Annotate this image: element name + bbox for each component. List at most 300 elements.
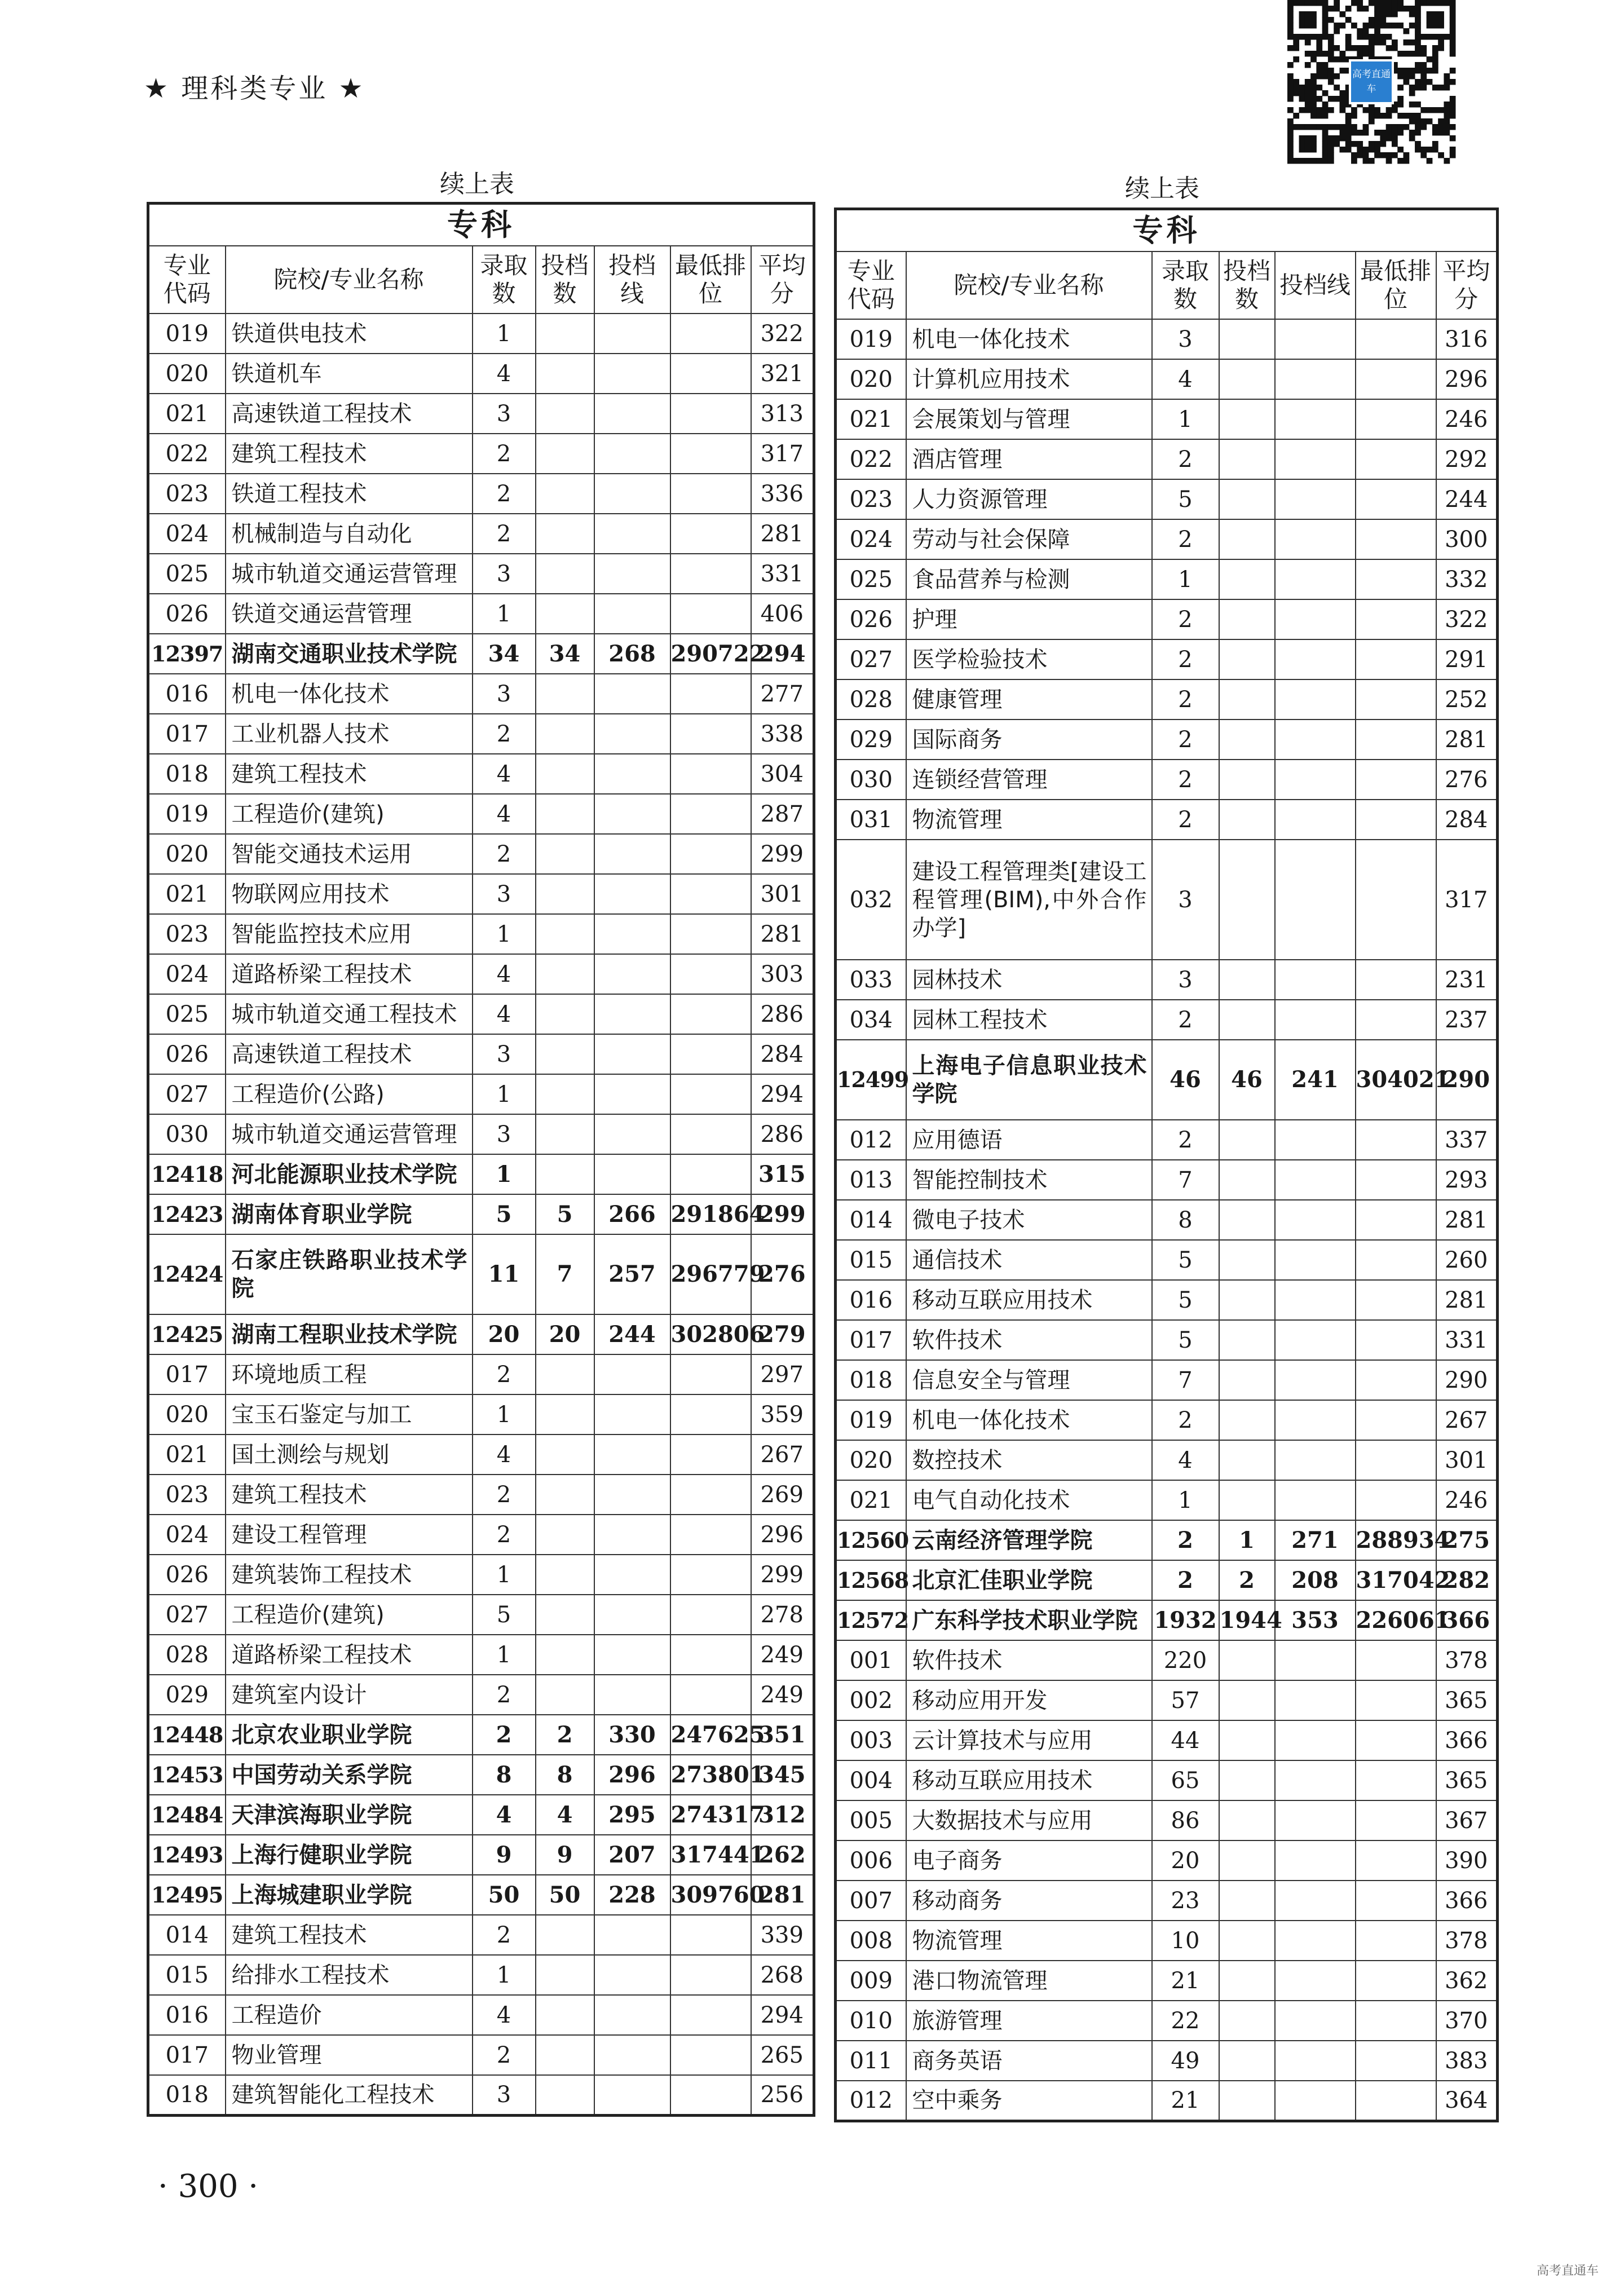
cell-name: 智能控制技术: [906, 1160, 1152, 1200]
major-row: [836, 840, 1498, 960]
cell-name: 石家庄铁路职业技术学院: [226, 1234, 473, 1314]
cell-cutoff: [1275, 800, 1356, 840]
cell-name: 建筑工程技术: [226, 434, 473, 474]
cell-name: 移动互联应用技术: [906, 1280, 1152, 1320]
cell-min-rank: 309760: [670, 1875, 751, 1915]
qr-module: [1351, 152, 1357, 158]
cell-filed: [536, 714, 594, 754]
qr-module: [1444, 85, 1450, 91]
cell-filed: 46: [1219, 1040, 1275, 1120]
cell-filed: [536, 754, 594, 794]
qr-module: [1316, 158, 1322, 164]
cell-avg-score: 281: [1436, 720, 1498, 760]
cell-filed: 7: [536, 1234, 594, 1314]
cell-code: 12560: [836, 1520, 906, 1560]
qr-module: [1386, 158, 1392, 164]
qr-module: [1328, 51, 1334, 57]
cell-admitted: 2: [1152, 1520, 1219, 1560]
qr-module: [1305, 62, 1311, 68]
qr-module: [1409, 39, 1415, 46]
qr-module: [1299, 158, 1305, 164]
qr-module: [1293, 85, 1299, 91]
cell-admitted: 220: [1152, 1640, 1219, 1680]
qr-module: [1322, 101, 1329, 108]
cell-admitted: 2: [473, 1675, 536, 1715]
cell-avg-score: 237: [1436, 1000, 1498, 1040]
school-row: [148, 1715, 814, 1755]
qr-module: [1357, 152, 1363, 158]
qr-module: [1363, 107, 1369, 113]
qr-module: [1404, 113, 1410, 119]
cell-name: 空中乘务: [906, 2081, 1152, 2121]
qr-module: [1299, 124, 1305, 130]
cell-admitted: 1: [1152, 559, 1219, 599]
cell-name: 河北能源职业技术学院: [226, 1154, 473, 1194]
cell-code: 029: [148, 1675, 226, 1715]
qr-module: [1334, 96, 1340, 102]
cell-admitted: 2: [473, 2035, 536, 2075]
cell-admitted: 2: [1152, 439, 1219, 479]
cell-min-rank: [1356, 319, 1436, 359]
cell-name: 物业管理: [226, 2035, 473, 2075]
cell-min-rank: [1356, 1320, 1436, 1360]
qr-module: [1339, 90, 1345, 96]
cell-min-rank: 247625: [670, 1715, 751, 1755]
cell-avg-score: 284: [751, 1034, 814, 1074]
qr-module: [1369, 147, 1375, 153]
cell-cutoff: [1275, 1881, 1356, 1921]
qr-module: [1392, 152, 1398, 158]
cell-filed: [1219, 1360, 1275, 1400]
major-row: [836, 1360, 1498, 1400]
cell-cutoff: 241: [1275, 1040, 1356, 1120]
qr-module: [1386, 23, 1392, 29]
cell-code: 12425: [148, 1314, 226, 1354]
qr-module: [1287, 141, 1294, 147]
major-row: [148, 2035, 814, 2075]
cell-avg-score: 321: [751, 354, 814, 394]
major-row: [836, 1160, 1498, 1200]
school-row: [836, 1600, 1498, 1640]
major-row: [148, 1955, 814, 1995]
cell-name: 云南经济管理学院: [906, 1520, 1152, 1560]
qr-module: [1357, 147, 1363, 153]
cell-code: 031: [836, 800, 906, 840]
cell-min-rank: [670, 2075, 751, 2115]
qr-module: [1287, 118, 1294, 125]
qr-module: [1351, 0, 1357, 6]
qr-module: [1310, 124, 1317, 130]
qr-module: [1432, 85, 1438, 91]
cell-code: 017: [148, 1354, 226, 1394]
cell-avg-score: 303: [751, 954, 814, 994]
qr-module: [1374, 11, 1380, 17]
cell-avg-score: 286: [751, 1114, 814, 1154]
qr-module: [1369, 39, 1375, 46]
qr-module: [1322, 11, 1329, 17]
cell-filed: [536, 1114, 594, 1154]
qr-module: [1415, 51, 1421, 57]
cell-filed: [1219, 2041, 1275, 2081]
cell-cutoff: [594, 1434, 670, 1475]
qr-module: [1339, 11, 1345, 17]
qr-module: [1357, 6, 1363, 12]
cell-min-rank: [1356, 1000, 1436, 1040]
qr-module: [1369, 45, 1375, 51]
cell-admitted: 2: [1152, 1560, 1219, 1600]
cell-name: 国土测绘与规划: [226, 1434, 473, 1475]
qr-module: [1316, 34, 1322, 40]
qr-module: [1305, 107, 1311, 113]
cell-filed: [536, 314, 594, 354]
cell-min-rank: [1356, 559, 1436, 599]
column-header-cutoff: 投档线: [1275, 251, 1356, 319]
cell-filed: [1219, 1881, 1275, 1921]
cell-code: 022: [836, 439, 906, 479]
cell-cutoff: [594, 754, 670, 794]
qr-module: [1369, 107, 1375, 113]
cell-min-rank: [1356, 599, 1436, 639]
cell-name: 机械制造与自动化: [226, 514, 473, 554]
cell-code: 025: [148, 994, 226, 1034]
qr-module: [1415, 34, 1421, 40]
cell-name: 健康管理: [906, 679, 1152, 720]
qr-module: [1322, 0, 1329, 6]
cell-code: 020: [148, 834, 226, 874]
cell-filed: [536, 474, 594, 514]
major-row: [836, 2081, 1498, 2121]
qr-module: [1287, 147, 1294, 153]
school-row: [148, 1875, 814, 1915]
major-row: [148, 1074, 814, 1114]
cell-cutoff: [594, 394, 670, 434]
major-row: [148, 554, 814, 594]
cell-cutoff: [1275, 1840, 1356, 1881]
cell-cutoff: [1275, 519, 1356, 559]
cell-avg-score: 269: [751, 1475, 814, 1515]
cell-cutoff: [1275, 960, 1356, 1000]
qr-module: [1392, 6, 1398, 12]
cell-filed: [1219, 1000, 1275, 1040]
qr-module: [1432, 56, 1438, 63]
cell-avg-score: 262: [751, 1835, 814, 1875]
cell-code: 032: [836, 840, 906, 960]
major-row: [836, 679, 1498, 720]
qr-module: [1397, 124, 1404, 130]
cell-code: 017: [148, 2035, 226, 2075]
cell-code: 026: [148, 1034, 226, 1074]
cell-code: 12448: [148, 1715, 226, 1755]
qr-module: [1316, 51, 1322, 57]
cell-filed: [536, 2035, 594, 2075]
cell-filed: [1219, 1961, 1275, 2001]
qr-module: [1293, 34, 1299, 40]
cell-name: 大数据技术与应用: [906, 1800, 1152, 1840]
cell-name: 工程造价(公路): [226, 1074, 473, 1114]
major-row: [148, 1434, 814, 1475]
qr-module: [1310, 17, 1317, 23]
qr-module: [1328, 17, 1334, 23]
cell-code: 017: [836, 1320, 906, 1360]
cell-admitted: 10: [1152, 1921, 1219, 1961]
cell-filed: 8: [536, 1755, 594, 1795]
cell-min-rank: 296779: [670, 1234, 751, 1314]
qr-module: [1363, 28, 1369, 34]
cell-avg-score: 246: [1436, 1480, 1498, 1520]
cell-admitted: 3: [1152, 960, 1219, 1000]
qr-module: [1351, 23, 1357, 29]
qr-module: [1363, 158, 1369, 164]
cell-avg-score: 281: [751, 1875, 814, 1915]
cell-name: 物流管理: [906, 1921, 1152, 1961]
qr-module: [1386, 34, 1392, 40]
major-row: [148, 1995, 814, 2035]
cell-code: 014: [836, 1200, 906, 1240]
major-row: [836, 1881, 1498, 1921]
qr-module: [1404, 73, 1410, 80]
cell-code: 12499: [836, 1040, 906, 1120]
cell-admitted: 2: [473, 834, 536, 874]
major-row: [836, 1000, 1498, 1040]
cell-filed: 2: [1219, 1560, 1275, 1600]
major-row: [836, 1120, 1498, 1160]
cell-min-rank: [1356, 479, 1436, 519]
qr-module: [1322, 147, 1329, 153]
cell-filed: [536, 954, 594, 994]
cell-admitted: 2: [473, 714, 536, 754]
cell-admitted: 34: [473, 634, 536, 674]
cell-min-rank: [670, 914, 751, 954]
qr-module: [1450, 96, 1456, 102]
cell-min-rank: [1356, 2081, 1436, 2121]
cell-name: 高速铁道工程技术: [226, 394, 473, 434]
qr-module: [1438, 17, 1444, 23]
cell-filed: [1219, 760, 1275, 800]
qr-module: [1345, 17, 1352, 23]
qr-module: [1374, 34, 1380, 40]
cell-admitted: 4: [473, 1434, 536, 1475]
qr-module: [1287, 124, 1294, 130]
cell-code: 005: [836, 1800, 906, 1840]
cell-cutoff: [1275, 1760, 1356, 1800]
qr-module: [1420, 62, 1427, 68]
cell-cutoff: [594, 434, 670, 474]
cell-code: 029: [836, 720, 906, 760]
cell-avg-score: 390: [1436, 1840, 1498, 1881]
cell-admitted: 4: [473, 994, 536, 1034]
cell-min-rank: [670, 714, 751, 754]
cell-name: 高速铁道工程技术: [226, 1034, 473, 1074]
qr-module: [1438, 45, 1444, 51]
cell-avg-score: 260: [1436, 1240, 1498, 1280]
qr-module: [1397, 85, 1404, 91]
cell-code: 019: [148, 794, 226, 834]
cell-min-rank: [1356, 1400, 1436, 1440]
right-continued-label: 续上表: [1125, 174, 1199, 203]
cell-avg-score: 278: [751, 1595, 814, 1635]
cell-avg-score: 301: [751, 874, 814, 914]
qr-module: [1409, 11, 1415, 17]
qr-module: [1397, 73, 1404, 80]
qr-module: [1432, 23, 1438, 29]
major-row: [836, 1480, 1498, 1520]
qr-module: [1444, 34, 1450, 40]
qr-module: [1392, 11, 1398, 17]
qr-module: [1322, 51, 1329, 57]
qr-module: [1438, 34, 1444, 40]
cell-cutoff: [594, 834, 670, 874]
cell-min-rank: [1356, 1360, 1436, 1400]
cell-admitted: 2: [1152, 1400, 1219, 1440]
qr-module: [1374, 107, 1380, 113]
qr-module: [1339, 96, 1345, 102]
banner-label: 专科: [148, 204, 814, 246]
qr-module: [1322, 113, 1329, 119]
qr-module: [1334, 45, 1340, 51]
cell-min-rank: [670, 794, 751, 834]
qr-module: [1415, 11, 1421, 17]
cell-code: 028: [836, 679, 906, 720]
qr-module: [1438, 152, 1444, 158]
cell-admitted: 5: [1152, 1320, 1219, 1360]
cell-min-rank: [1356, 1200, 1436, 1240]
qr-module: [1328, 45, 1334, 51]
qr-module: [1287, 17, 1294, 23]
qr-module: [1287, 85, 1294, 91]
cell-name: 城市轨道交通运营管理: [226, 1114, 473, 1154]
cell-min-rank: [670, 1354, 751, 1394]
qr-module: [1334, 56, 1340, 63]
qr-module: [1438, 130, 1444, 136]
qr-module: [1404, 152, 1410, 158]
cell-cutoff: [594, 1555, 670, 1595]
qr-module: [1427, 23, 1433, 29]
cell-cutoff: [1275, 2001, 1356, 2041]
cell-filed: [1219, 399, 1275, 439]
banner-label: 专科: [836, 209, 1498, 252]
cell-min-rank: [1356, 1921, 1436, 1961]
cell-name: 旅游管理: [906, 2001, 1152, 2041]
cell-name: 人力资源管理: [906, 479, 1152, 519]
cell-cutoff: [594, 1354, 670, 1394]
qr-module: [1363, 124, 1369, 130]
qr-module: [1287, 62, 1294, 68]
major-row: [836, 319, 1498, 359]
column-header-min-rank: 最低排位: [670, 246, 751, 314]
qr-module: [1339, 147, 1345, 153]
cell-code: 021: [148, 394, 226, 434]
qr-module: [1392, 135, 1398, 142]
qr-module: [1374, 39, 1380, 46]
cell-code: 025: [148, 554, 226, 594]
cell-avg-score: 281: [751, 514, 814, 554]
cell-filed: [536, 1394, 594, 1434]
qr-module: [1328, 141, 1334, 147]
qr-module: [1444, 101, 1450, 108]
cell-name: 国际商务: [906, 720, 1152, 760]
cell-filed: [1219, 319, 1275, 359]
cell-cutoff: [594, 954, 670, 994]
qr-module: [1363, 51, 1369, 57]
cell-cutoff: [1275, 1640, 1356, 1680]
qr-module: [1374, 23, 1380, 29]
cell-cutoff: [1275, 319, 1356, 359]
major-row: [836, 1640, 1498, 1680]
qr-module: [1310, 96, 1317, 102]
cell-avg-score: 267: [1436, 1400, 1498, 1440]
cell-avg-score: 282: [1436, 1560, 1498, 1600]
qr-module: [1369, 34, 1375, 40]
qr-module: [1316, 73, 1322, 80]
school-row: [148, 1314, 814, 1354]
cell-admitted: 8: [473, 1755, 536, 1795]
cell-admitted: 1932: [1152, 1600, 1219, 1640]
cell-admitted: 3: [1152, 840, 1219, 960]
qr-module: [1339, 56, 1345, 63]
column-header-min-rank: 最低排位: [1356, 251, 1436, 319]
cell-min-rank: [670, 1595, 751, 1635]
qr-module: [1310, 141, 1317, 147]
major-row: [148, 2075, 814, 2115]
qr-module: [1415, 45, 1421, 51]
cell-code: 001: [836, 1640, 906, 1680]
qr-module: [1310, 113, 1317, 119]
cell-filed: [1219, 1120, 1275, 1160]
cell-name: 软件技术: [906, 1640, 1152, 1680]
qr-module: [1397, 0, 1404, 6]
cell-avg-score: 378: [1436, 1921, 1498, 1961]
cell-name: 中国劳动关系学院: [226, 1755, 473, 1795]
cell-min-rank: [1356, 1160, 1436, 1200]
qr-module: [1409, 130, 1415, 136]
column-header-avg-score: 平均分: [751, 246, 814, 314]
cell-name: 电气自动化技术: [906, 1480, 1152, 1520]
cell-min-rank: [1356, 399, 1436, 439]
cell-min-rank: [670, 1675, 751, 1715]
cell-admitted: 1: [473, 1154, 536, 1194]
cell-avg-score: 252: [1436, 679, 1498, 720]
qr-module: [1369, 158, 1375, 164]
qr-module: [1357, 51, 1363, 57]
cell-filed: [1219, 599, 1275, 639]
qr-module: [1293, 56, 1299, 63]
cell-name: 湖南工程职业技术学院: [226, 1314, 473, 1354]
cell-code: 023: [148, 1475, 226, 1515]
cell-min-rank: [670, 1074, 751, 1114]
qr-module: [1322, 62, 1329, 68]
major-row: [148, 474, 814, 514]
cell-avg-score: 244: [1436, 479, 1498, 519]
cell-admitted: 1: [1152, 399, 1219, 439]
qr-module: [1432, 141, 1438, 147]
cell-admitted: 57: [1152, 1680, 1219, 1720]
qr-module: [1450, 6, 1456, 12]
qr-module: [1380, 141, 1386, 147]
qr-module: [1438, 23, 1444, 29]
cell-name: 铁道交通运营管理: [226, 594, 473, 634]
cell-avg-score: 299: [751, 1555, 814, 1595]
cell-code: 019: [836, 1400, 906, 1440]
cell-cutoff: [594, 1915, 670, 1955]
cell-filed: [536, 794, 594, 834]
cell-code: 028: [148, 1635, 226, 1675]
major-row: [836, 1760, 1498, 1800]
qr-module: [1363, 45, 1369, 51]
qr-module: [1287, 135, 1294, 142]
cell-min-rank: [1356, 1800, 1436, 1840]
cell-min-rank: [1356, 1240, 1436, 1280]
cell-avg-score: 331: [751, 554, 814, 594]
